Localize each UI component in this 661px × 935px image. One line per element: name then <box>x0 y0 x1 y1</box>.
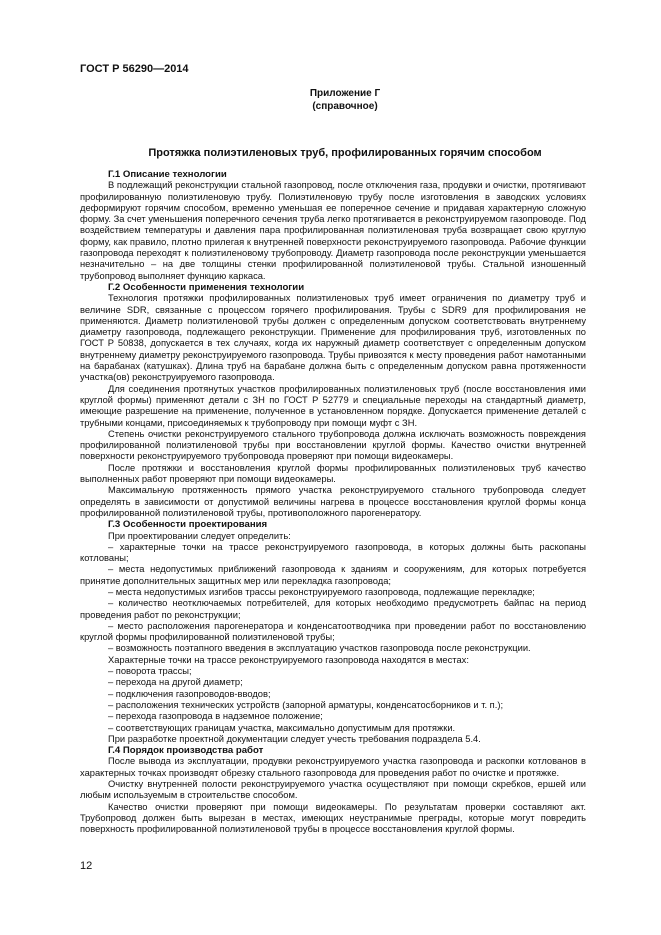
paragraph: После вывода из эксплуатации, продувки реконструируемого участка газопровода и раскопки котлованов в характерных точках производят обрезку стального газопровода для проведения работ по очистке и протяжке. <box>80 756 586 778</box>
list-item: – подключения газопроводов-вводов; <box>108 688 271 699</box>
list-item: – соответствующих границам участка, максимально допустимым для протяжки. <box>108 722 456 733</box>
section-heading: Г.1 Описание технологии <box>108 169 227 180</box>
paragraph: Максимальную протяженность прямого участка реконструируемого стального трубопровода следует определять в зависимости от допустимой величины нагрева в процессе восстановления круглой формы конца профилированной полиэтиленовой трубы, противоположного парогенератору. <box>80 485 586 518</box>
paragraph: После протяжки и восстановления круглой формы профилированных полиэтиленовых труб качество выполненных работ проверяют при помощи видеокамеры. <box>80 462 586 485</box>
paragraph: Технология протяжки профилированных полиэтиленовых труб имеет ограничения по диаметру труб и величине SDR, связанные с процессом горячего профилирования. Трубы с SDR9 для профилирования не применяются. Диаметр полиэтиленовой трубы должен с определенным допуском соответствовать внутреннему диаметру газопровода, подлежащего реконструкции. Применение для профилирования труб, изготовленных по ГОСТ Р 50838, допускается в тех случаях, когда их наружный диаметр соответствует с определенным допуском внутреннему диаметру реконструируемого газопровода. Трубы привозятся к месту проведения работ намотанными на барабанах (катушках). Длина труб на барабане должна быть с определенным допуском равна протяженности участка(ов) реконструируемого газопровода. <box>80 293 586 383</box>
appendix-label: Приложение Г <box>309 88 381 99</box>
paragraph: Качество очистки проверяют при помощи видеокамеры. По результатам проверки составляют акт. Трубопровод должен быть вырезан в местах, имеющих неустранимые преграды, которые могут повредить поверхность профилированной полиэтиленовой трубы в процессе восстановления круглой формы. <box>80 801 586 835</box>
section-heading: Г.4 Порядок производства работ <box>108 745 264 757</box>
page-number: 12 <box>80 860 93 872</box>
paragraph: При разработке проектной документации следует учесть требования подраздела 5.4. <box>108 733 481 744</box>
list-item: – поворота трассы; <box>108 666 192 677</box>
appendix-title: Протяжка полиэтиленовых труб, профилированных горячим способом <box>148 147 542 159</box>
paragraph: Характерные точки на трассе реконструируемого газопровода находятся в местах: <box>108 654 469 665</box>
document-body <box>80 169 586 836</box>
appendix-label-block <box>260 88 430 113</box>
list-item: – перехода на другой диаметр; <box>108 677 243 688</box>
list-item: – места недопустимых изгибов трассы реконструируемого газопровода, подлежащие перекладке; <box>108 586 535 597</box>
section-heading: Г.2 Особенности применения технологии <box>108 281 305 293</box>
paragraph: При проектировании следует определить: <box>108 530 291 541</box>
paragraph: В подлежащий реконструкции стальной газопровод, после отключения газа, продувки и очистки, протягивают профилированную полиэтиленовую трубу. Полиэтиленовую трубу после изготовления в заводских условиях деформируют горячим способом, временно уменьшая ее поперечное сечение и придавая характерную сложную форму. За счет уменьшения поперечного сечения труба легко протягивается в реконструируемом газопроводе. Под воздействием температуры и давления пара профилированная полиэтиленовая труба возвращает свою круглую форму, как правило, плотно прилегая к внутренней поверхности реконструируемого газопровода. Рабочие функции газопровода переходят к полиэтиленовому трубопроводу. Диаметр газопровода после реконструкции уменьшается незначительно – на две толщины стенки профилированной полиэтиленовой трубы. Стальной изношенный трубопровод выполняет функцию каркаса. <box>80 180 586 281</box>
list-item: – возможность поэтапного введения в эксплуатацию участков газопровода после реконструкции. <box>108 643 531 654</box>
list-item: – место расположения парогенератора и конденсатоотводчика при проведении работ по восстановлению круглой формы профилированной полиэтиленовой трубы; <box>80 620 586 643</box>
paragraph: Для соединения протянутых участков профилированных полиэтиленовых труб (после восстановления ими круглой формы) применяют детали с ЗН по ГОСТ Р 52779 и специальные переходы на стандартный диаметр, имеющие разрешение на применение, полученное в установленном порядке. Допускается применение деталей с трубными концами, присоединяемых к трубопроводу при помощи муфт с ЗН. <box>80 383 586 428</box>
list-item: – места недопустимых приближений газопровода к зданиям и сооружениям, для которых потребуется принятие дополнительных защитных мер или перекладка газопровода; <box>80 564 586 586</box>
document-header: ГОСТ Р 56290—2014 <box>80 63 189 75</box>
section-heading: Г.3 Особенности проектирования <box>108 519 268 531</box>
appendix-note: (справочное) <box>312 100 378 112</box>
paragraph: Очистку внутренней полости реконструируемого участка осуществляют при помощи скребков, ершей или любым используемым в строительстве способом. <box>80 779 586 801</box>
list-item: – расположения технических устройств (запорной арматуры, конденсатосборников и т. п.); <box>108 699 504 710</box>
list-item: – перехода газопровода в надземное положение; <box>108 711 323 722</box>
list-item: – количество неотключаемых потребителей, для которых необходимо предусмотреть байпас на период проведения работ по реконструкции; <box>80 598 586 620</box>
list-item: – характерные точки на трассе реконструируемого газопровода, в которых должны быть раскопаны котлованы; <box>80 541 586 564</box>
paragraph: Степень очистки реконструируемого стального трубопровода должна исключать возможность повреждения профилированной полиэтиленовой трубы при восстановлении круглой формы. Качество очистки внутренней поверхности реконструируемого трубопровода проверяют при помощи видеокамеры. <box>80 428 586 462</box>
